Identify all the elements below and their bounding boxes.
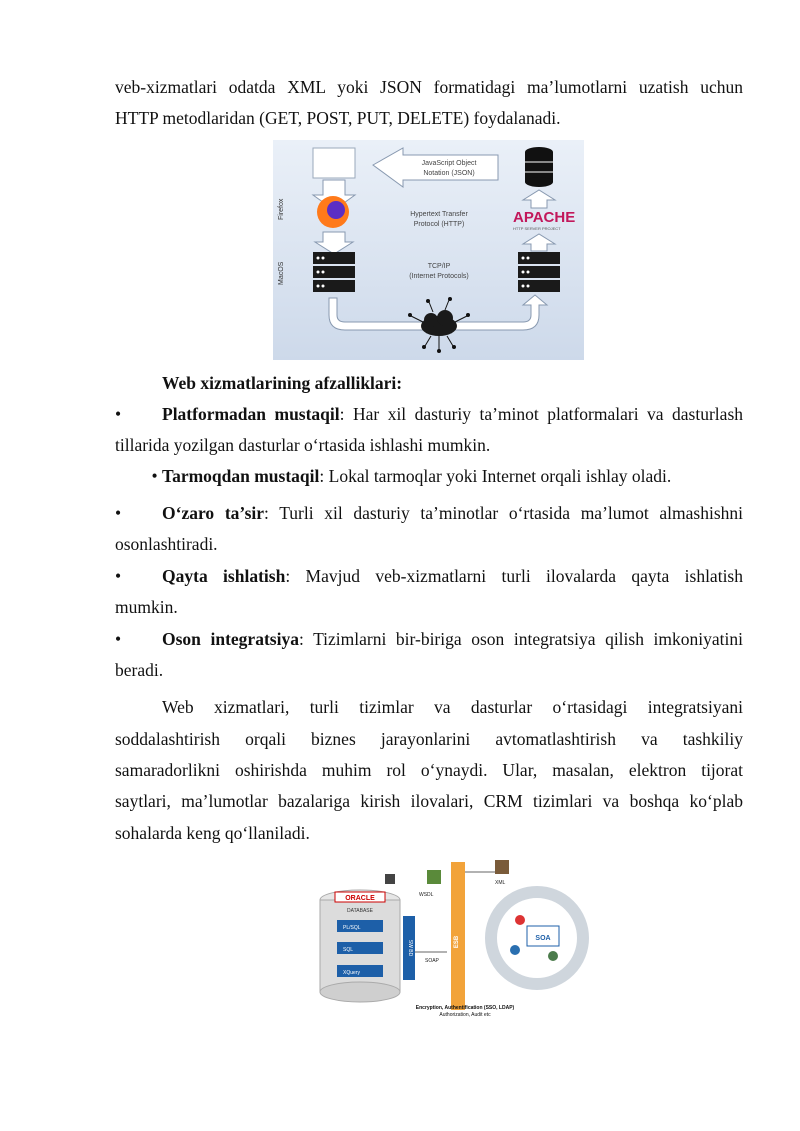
esb-text: ESB xyxy=(454,935,460,949)
apache-logo-text: APACHE xyxy=(513,209,576,226)
advantage-item xyxy=(115,399,743,430)
advantages-heading: Web xizmatlarining afzalliklari: xyxy=(162,373,403,393)
intro-line-2: HTTP metodlaridan (GET, POST, PUT, DELETE) foydalanadi. xyxy=(115,108,561,128)
apache-sub: HTTP SERVER PROJECT xyxy=(513,226,561,231)
firefox-icon xyxy=(317,196,349,228)
browser-window-icon xyxy=(313,148,355,178)
paragraph-line: Web xizmatlari, turli tizimlar va dasturlar o‘rtasidagi integratsiyani xyxy=(162,697,743,717)
doc-icon xyxy=(385,874,395,884)
tcp-label-1: TCP/IP xyxy=(427,263,451,270)
advantage-term: O‘zaro ta’sir xyxy=(162,503,265,523)
advantage-item xyxy=(115,498,743,529)
xml-text: XML xyxy=(495,880,506,886)
plsql-text: PL/SQL xyxy=(343,925,361,931)
paragraph-line: samaradorlikni oshirishda muhim rol o‘ynaydi. Ular, masalan, elektron tijorat xyxy=(115,760,743,780)
wsdl-text: WSDL xyxy=(419,892,434,898)
wsdl-icon xyxy=(427,870,441,884)
bullet-icon: • xyxy=(115,503,126,523)
bullet-icon: • xyxy=(115,404,126,424)
advantage-text: : Tizimlarni bir-biriga oson integratsiya qilish imkoniyatini xyxy=(298,629,743,649)
oracle-database-icon xyxy=(320,890,400,1002)
advantage-text: : Lokal tarmoqlar yoki Internet orqali ishlay oladi. xyxy=(319,466,672,486)
macos-label: MacOS xyxy=(278,261,285,285)
tcp-label-2: (Internet Protocols) xyxy=(409,273,469,280)
paragraph-line: saytlari, ma’lumotlar bazalariga kirish ilovalari, CRM tizimlari va boshqa ko‘plab xyxy=(115,791,743,811)
http-diagram xyxy=(273,140,584,360)
bullet-icon: • xyxy=(151,466,162,486)
intro-line-1: veb-xizmatlari odatda XML yoki JSON formatidagi ma’lumotlarni uzatish uchun xyxy=(115,77,743,97)
web-server-icon xyxy=(518,252,560,292)
bullet-icon: • xyxy=(115,566,126,586)
encryption-text: Encryption, Authentification (SSO, LDAP) xyxy=(415,1005,515,1011)
advantage-term: Qayta ishlatish xyxy=(162,566,286,586)
advantage-term: Tarmoqdan mustaqil xyxy=(162,466,320,486)
soa-text: SOA xyxy=(535,935,551,942)
advantage-cont: osonlashtiradi. xyxy=(115,534,218,554)
http-label-1: Hypertext Transfer xyxy=(410,211,468,218)
authorization-text: Authorization, Audit etc xyxy=(439,1012,491,1018)
advantage-text: : Mavjud veb-xizmatlarni turli ilovalarda qayta ishlatish xyxy=(285,566,743,586)
oracle-text: ORACLE xyxy=(345,895,375,902)
sql-text: SQL xyxy=(343,947,354,953)
database-icon xyxy=(525,147,553,187)
paragraph-line: soddalashtirish orqali biznes jarayonlarini avtomatlashtirish va tashkiliy xyxy=(115,729,743,749)
client-server-icon xyxy=(313,252,355,292)
http-label-2: Protocol (HTTP) xyxy=(413,221,465,228)
xquery-text: XQuery xyxy=(343,970,360,976)
json-label-1: JavaScript Object xyxy=(421,160,477,167)
advantage-cont: tillarida yozilgan dasturlar o‘rtasida ishlashi mumkin. xyxy=(115,435,491,455)
paragraph-line: sohalarda keng qo‘llaniladi. xyxy=(115,823,310,843)
advantage-term: Platformadan mustaqil xyxy=(162,404,340,424)
firefox-label: Firefox xyxy=(278,198,285,220)
advantage-item xyxy=(115,624,743,655)
advantage-text: : Har xil dasturiy ta’minot platformalari va dasturlash xyxy=(339,404,743,424)
http-diagram-figure xyxy=(273,140,584,360)
swbd-text: SW BD xyxy=(407,939,413,957)
soa-diagram xyxy=(315,852,595,1020)
soap-text: SOAP xyxy=(425,958,439,964)
advantage-item xyxy=(115,561,743,592)
json-label-2: Notation (JSON) xyxy=(423,170,475,177)
soa-diagram-figure xyxy=(315,852,595,1020)
bullet-icon: • xyxy=(115,629,126,649)
advantage-text: : Turli xil dasturiy ta’minotlar o‘rtasida ma’lumot almashishni xyxy=(264,503,743,523)
advantage-cont: mumkin. xyxy=(115,597,178,617)
advantage-term: Oson integratsiya xyxy=(162,629,299,649)
xml-icon xyxy=(495,860,509,874)
advantage-item xyxy=(115,461,743,492)
database-text: DATABASE xyxy=(347,908,373,914)
advantage-cont: beradi. xyxy=(115,660,164,680)
